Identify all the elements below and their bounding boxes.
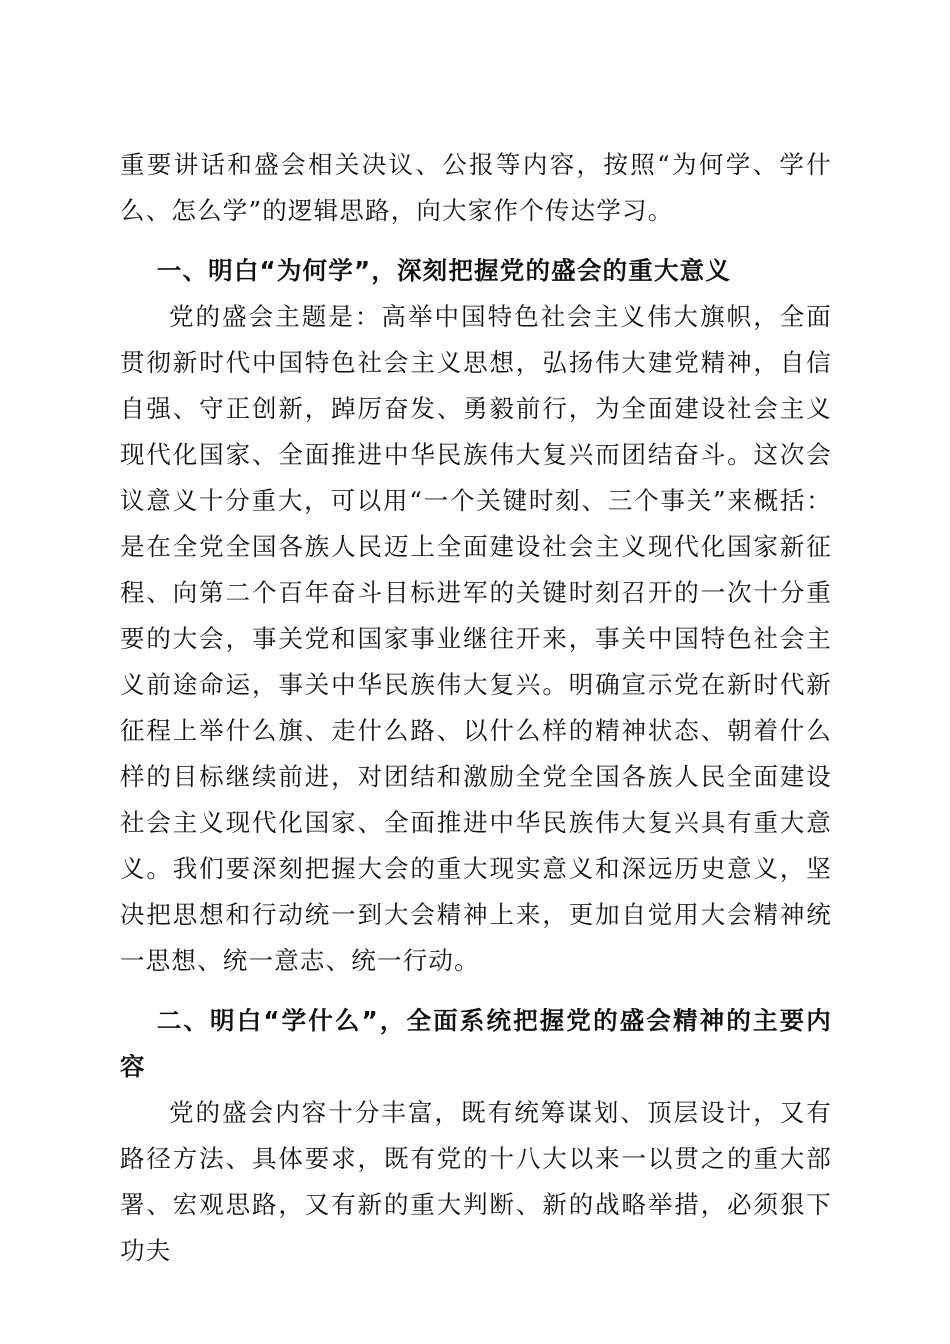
paragraph-section-2: 党的盛会内容十分丰富，既有统筹谋划、顶层设计，又有路径方法、具体要求，既有党的十八大以来一以贯之的重大部署、宏观思路，又有新的重大判断、新的战略举措，必须狠下功夫 <box>120 1098 832 1265</box>
section-heading-2: 二、明白“学什么”，全面系统把握党的盛会精神的主要内容 <box>120 1006 832 1081</box>
section-heading-1: 一、明白“为何学”，深刻把握党的盛会的重大意义 <box>156 256 732 285</box>
document-body <box>120 142 832 1274</box>
paragraph-intro: 重要讲话和盛会相关决议、公报等内容，按照“为何学、学什么、怎么学”的逻辑思路，向大家作个传达学习。 <box>120 150 832 225</box>
paragraph-section-1: 党的盛会主题是：高举中国特色社会主义伟大旗帜，全面贯彻新时代中国特色社会主义思想，弘扬伟大建党精神，自信自强、守正创新，踔厉奋发、勇毅前行，为全面建设社会主义现代化国家、全面推进中华民族伟大复兴而团结奋斗。这次会议意义十分重大，可以用“一个关键时刻、三个事关”来概括：是在全党全国各族人民迈上全面建设社会主义现代化国家新征程、向第二个百年奋斗目标进军的关键时刻召开的一次十分重要的大会，事关党和国家事业继往开来，事关中国特色社会主义前途命运，事关中华民族伟大复兴。明确宣示党在新时代新征程上举什么旗、走什么路、以什么样的精神状态、朝着什么样的目标继续前进，对团结和激励全党全国各族人民全面建设社会主义现代化国家、全面推进中华民族伟大复兴具有重大意义。我们要深刻把握大会的重大现实意义和深远历史意义，坚决把思想和行动统一到大会精神上来，更加自觉用大会精神统一思想、统一意志、统一行动。 <box>120 302 832 975</box>
